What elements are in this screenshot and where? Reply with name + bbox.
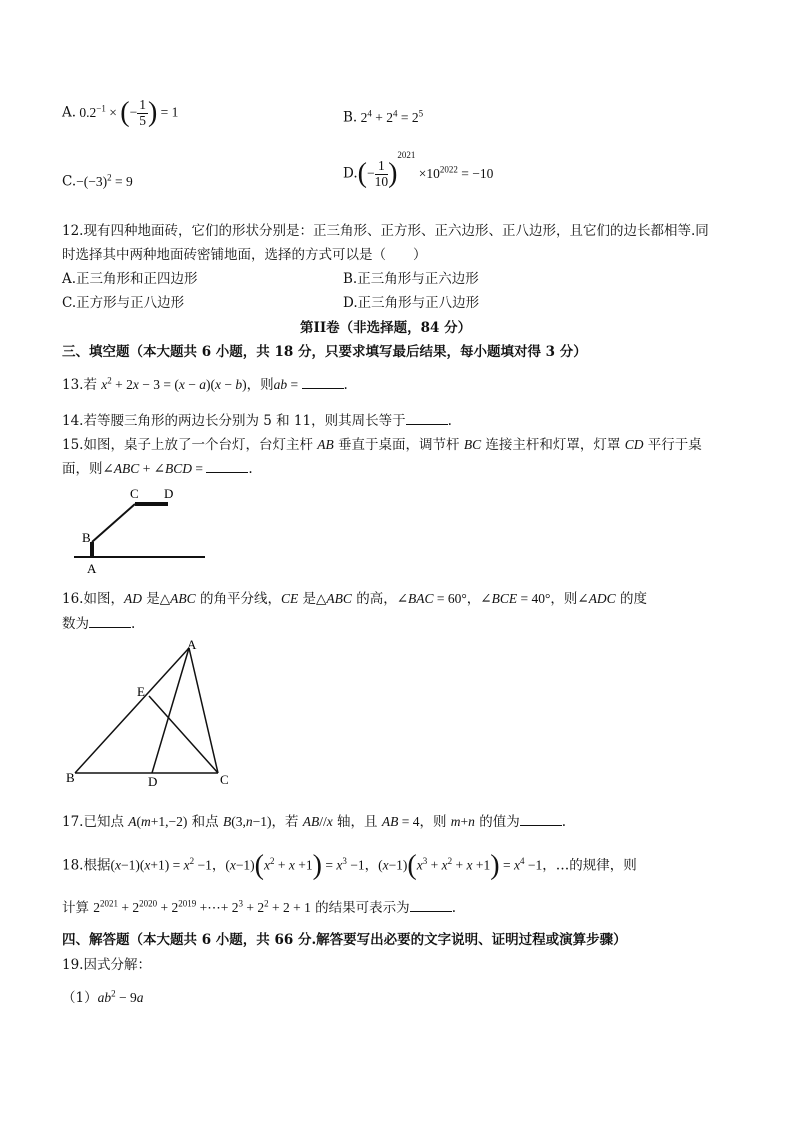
q17-blank[interactable] <box>520 813 562 826</box>
q15-line1: 15.如图，桌子上放了一个台灯，台灯主杆 AB 垂直于桌面，调节杆 BC 连接主杆和灯罩，灯罩 CD 平行于桌 <box>62 437 702 453</box>
label-c: C <box>220 772 229 787</box>
q16-blank[interactable] <box>89 615 131 628</box>
q15-line2: 面，则∠ABC + ∠BCD = . <box>62 461 253 477</box>
label-d: D <box>148 774 158 788</box>
q18-line1: 18.根据$(x-1)(x+1) = x^2 -1$，$(x-1)(x^2 + x +1) = x^3 -1$，$(x-1)(x^3 + x^2 + x +1) = x^4 -1$，…的规律，则 <box>62 850 637 881</box>
section4-title: 四、解答题（本大题共 6 小题，共 66 分.解答要写出必要的文字说明、证明过程或演算步骤） <box>62 932 627 948</box>
q12-option-c: C.正方形与正八边形 <box>62 295 185 311</box>
q14-blank[interactable] <box>406 412 448 425</box>
q11-option-d: D.(− $\frac{1}{10}$ )$^{2021} \times 10^{2022} = -10$ <box>343 150 494 189</box>
label-e: E <box>137 684 145 699</box>
label-b: B <box>66 770 75 785</box>
q12-text-line2: 时选择其中两种地面砖密铺地面，选择的方式可以是（ ） <box>62 247 427 263</box>
q13: 13.若 $x^2 + 2x - 3 = (x - a)(x - b)$，则ab = . <box>62 375 348 393</box>
q12-option-d: D.正三角形与正八边形 <box>343 295 480 311</box>
q19-part1: $(1)ab^2 - 9a$ <box>62 988 144 1006</box>
label-c: C <box>130 486 139 501</box>
q15-lamp-figure <box>70 484 210 576</box>
q12-option-a: A.正三角形和正四边形 <box>62 271 198 287</box>
q11-option-a: A. $0.2^{-1}$ × (− $\frac{1}{5}$ ) = 1 <box>62 96 179 128</box>
q14: 14.若等腰三角形的两边长分别为 5 和 11，则其周长等于 . <box>62 413 452 429</box>
q11-option-c: $C.-(-3)^2 = 9$ <box>62 172 133 190</box>
q16-triangle-figure <box>62 636 242 788</box>
label-a: A <box>187 637 197 652</box>
label-d: D <box>164 486 174 501</box>
q12-option-b: B.正三角形与正六边形 <box>343 271 479 287</box>
q12-text-line1: 12.现有四种地面砖，它们的形状分别是：正三角形、正方形、正六边形、正八边形，且它们的边长都相等.同 <box>62 223 709 239</box>
section3-title: 三、填空题（本大题共 6 小题，共 18 分，只要求填写最后结果，每小题填对得 3 分） <box>62 344 587 360</box>
q17: 17.已知点 A(m+1,−2) 和点 B(3,n−1)，若 AB//x 轴，且 AB = 4，则 m+n 的值为 . <box>62 814 566 830</box>
q18-blank[interactable] <box>410 899 452 912</box>
q18-line2: 计算 $2^{2021} + 2^{2020} + 2^{2019}$ +⋯+ $2^3 + 2^2 + 2 + 1$ 的结果可表示为 . <box>62 898 456 916</box>
altitude-ce <box>149 696 218 773</box>
q16-line2: 数为 . <box>62 616 136 632</box>
side-ba <box>75 648 189 773</box>
q16-line1: 16.如图，AD 是△ABC 的角平分线，CE 是△ABC 的高，∠BAC = 60°，∠BCE = 40°，则∠ADC 的度 <box>62 591 647 607</box>
q11-option-b: B. $2^4 + 2^4 = 2^5$ <box>343 108 424 126</box>
section2-title: 第II卷（非选择题，84 分） <box>300 320 472 336</box>
side-ac <box>189 648 218 773</box>
label-b: B <box>82 530 91 545</box>
bisector-ad <box>152 648 189 773</box>
label-a: A <box>87 561 97 576</box>
lamp-arm-bc <box>92 504 135 542</box>
q19-title: 19.因式分解： <box>62 957 151 973</box>
q13-blank[interactable] <box>302 376 344 389</box>
q15-blank[interactable] <box>206 460 248 473</box>
